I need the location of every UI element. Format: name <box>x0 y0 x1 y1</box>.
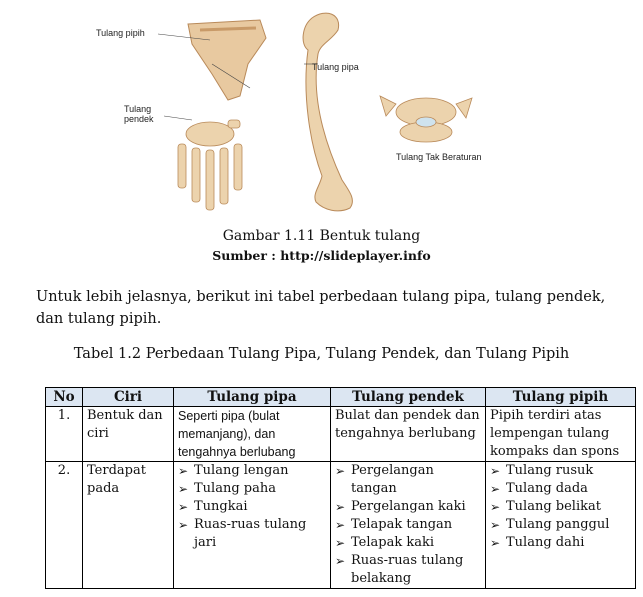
table-header-row <box>46 388 636 407</box>
list-item: ➢ Pergelangan kaki <box>335 498 481 516</box>
list-item: ➢ Tulang rusuk <box>490 462 631 480</box>
cell-no: 2. <box>46 462 83 589</box>
cell-pipih <box>486 462 636 589</box>
table-caption: Tabel 1.2 Perbedaan Tulang Pipa, Tulang Pendek, dan Tulang Pipih <box>73 346 570 362</box>
cell-ciri: Terdapat pada <box>83 462 174 589</box>
list-pipa <box>178 462 326 552</box>
list-item: ➢ Telapak tangan <box>335 516 481 534</box>
cell-pipa <box>174 462 331 589</box>
label-long-bone: Tulang pipa <box>312 62 359 72</box>
list-item: ➢ Tulang dahi <box>490 534 631 552</box>
bone-shapes-figure <box>80 4 520 219</box>
figure-source: Sumber : http://slideplayer.info <box>212 248 431 263</box>
list-item: ➢ Tulang belikat <box>490 498 631 516</box>
cell-pendek: Bulat dan pendek dan tengahnya berlubang <box>331 407 486 462</box>
label-irregular-bone: Tulang Tak Beraturan <box>396 152 482 162</box>
header-tulang-pipih: Tulang pipih <box>486 388 636 407</box>
list-item: ➢ Tulang dada <box>490 480 631 498</box>
cell-pipa: Seperti pipa (bulat memanjang), dan tengahnya berlubang <box>174 407 331 462</box>
cell-ciri: Bentuk dan ciri <box>83 407 174 462</box>
table-row <box>46 462 636 589</box>
list-pipih <box>490 462 631 552</box>
list-item: ➢ Tulang panggul <box>490 516 631 534</box>
list-item: ➢ Pergelangan tangan <box>335 462 481 498</box>
scapula-shape <box>188 20 266 100</box>
comparison-table <box>45 387 636 589</box>
list-item: ➢ Ruas-ruas tulang belakang <box>335 552 481 588</box>
header-ciri: Ciri <box>83 388 174 407</box>
table-row <box>46 407 636 462</box>
header-tulang-pipa: Tulang pipa <box>174 388 331 407</box>
cell-pipih: Pipih terdiri atas lempengan tulang kompaks dan spons <box>486 407 636 462</box>
header-no: No <box>46 388 83 407</box>
header-tulang-pendek: Tulang pendek <box>331 388 486 407</box>
cell-no: 1. <box>46 407 83 462</box>
body-paragraph: Untuk lebih jelasnya, berikut ini tabel perbedaan tulang pipa, tulang pendek, dan tulang pipih. <box>36 289 606 327</box>
figure-caption: Gambar 1.11 Bentuk tulang <box>222 228 421 244</box>
list-item: ➢ Telapak kaki <box>335 534 481 552</box>
vertebra-shape <box>380 96 472 142</box>
list-item: ➢ Tulang paha <box>178 480 326 498</box>
humerus-shape <box>303 13 352 211</box>
list-item: ➢ Tungkai <box>178 498 326 516</box>
hand-shape <box>178 120 242 210</box>
list-item: ➢ Ruas-ruas tulang jari <box>178 516 326 552</box>
list-item: ➢ Tulang lengan <box>178 462 326 480</box>
label-flat-bone: Tulang pipih <box>96 28 145 38</box>
cell-pendek <box>331 462 486 589</box>
label-short-bone: Tulang pendek <box>124 104 154 124</box>
list-pendek <box>335 462 481 588</box>
